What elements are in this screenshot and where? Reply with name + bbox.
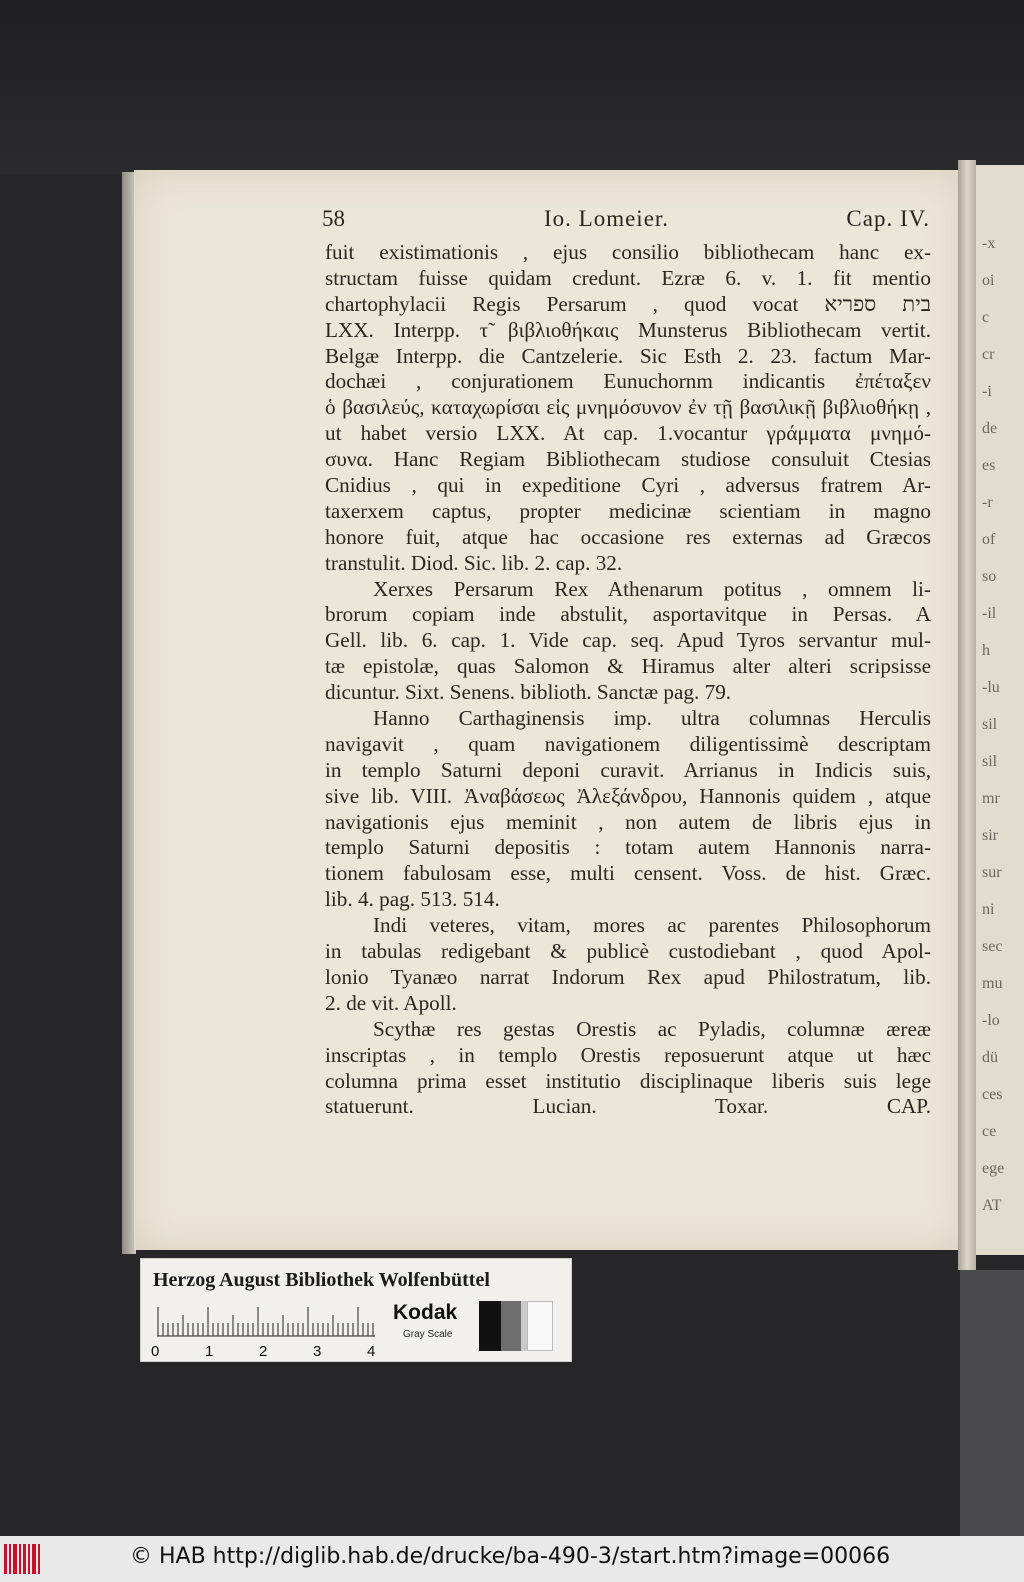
footer-bar	[0, 1536, 1024, 1582]
text-line: συνα. Hanc Regiam Bibliothecam studiose consuluit Ctesias	[325, 447, 931, 472]
text-line: templo Saturni depositis : totam autem Hannonis narra-	[325, 835, 931, 860]
text-line: Xerxes Persarum Rex Athenarum potitus , omnem li-	[373, 576, 931, 601]
facing-page-fragment: -il	[982, 605, 997, 622]
running-title: Io. Lomeier.	[544, 206, 670, 231]
text-line: tæ epistolæ, quas Salomon & Hiramus alter alteri scripsisse	[325, 654, 931, 679]
facing-page-fragment: -r	[982, 494, 993, 511]
text-line: brorum copiam inde abstulit, asportavitque in Persas. A	[325, 602, 931, 627]
text-line: ut habet versio LXX. At cap. 1.vocantur γράμματα μνημό-	[325, 421, 931, 446]
text-line: chartophylacii Regis Persarum , quod vocat בית ספריא	[325, 291, 931, 316]
text-line: navigationis ejus meminit , non autem de libris ejus in	[325, 809, 931, 834]
facing-page-fragment: sec	[982, 938, 1003, 955]
source-url[interactable]: © HAB http://diglib.hab.de/drucke/ba-490-3/start.htm?image=00066	[130, 1544, 891, 1569]
text-line: transtulit. Diod. Sic. lib. 2. cap. 32.	[325, 550, 623, 575]
facing-page-fragment: mr	[982, 790, 1000, 807]
scan-background	[0, 0, 1024, 175]
facing-page-fragment: AT	[982, 1197, 1002, 1214]
facing-page-fragment: es	[982, 457, 996, 474]
facing-page-fragment: -lo	[982, 1012, 1000, 1029]
facing-page-fragment: sir	[982, 827, 998, 844]
facing-page-fragment: ce	[982, 1123, 997, 1140]
scan-background-right	[960, 1270, 1024, 1570]
text-line: navigavit , quam navigationem diligentissimè descriptam	[325, 731, 931, 756]
facing-page-fragment: ni	[982, 901, 995, 918]
ruler-number: 3	[313, 1343, 322, 1360]
facing-page-edge	[976, 165, 1024, 1255]
ruler-numbers	[151, 1343, 391, 1361]
text-line: dicuntur. Sixt. Senens. biblioth. Sanctæ pag. 79.	[325, 680, 732, 705]
page-header	[322, 206, 930, 238]
text-line: columna prima esset institutio disciplinaque liberis suis lege	[325, 1068, 931, 1093]
text-line: Belgæ Interpp. die Cantzelerie. Sic Esth 2. 23. factum Mar-	[325, 343, 931, 368]
facing-page-fragment: sil	[982, 716, 998, 733]
library-color-card	[140, 1258, 572, 1362]
text-line: statuerunt. Lucian. Toxar. CAP.	[325, 1094, 931, 1119]
body-text	[325, 240, 931, 1120]
page-number: 58	[322, 206, 345, 231]
text-line: in tabulas redigebant & publicè custodiebant , quod Apol-	[325, 939, 931, 964]
gray-scale-patches	[479, 1301, 555, 1351]
kodak-logo: Kodak	[393, 1301, 458, 1324]
library-name: Herzog August Bibliothek Wolfenbüttel	[153, 1269, 490, 1291]
facing-page-fragment: dü	[982, 1049, 998, 1066]
text-line: Scythæ res gestas Orestis ac Pyladis, columnæ æreæ	[373, 1016, 931, 1041]
text-line: 2. de vit. Apoll.	[325, 990, 457, 1015]
text-line: lonio Tyanæo narrat Indorum Rex apud Philostratum, lib.	[325, 964, 931, 989]
text-line: Cnidius , qui in expeditione Cyri , adversus fratrem Ar-	[325, 473, 931, 498]
facing-page-fragment: cr	[982, 346, 995, 363]
facing-page-fragment: mu	[982, 975, 1003, 992]
ruler-number: 2	[259, 1343, 268, 1360]
book-spine	[958, 160, 976, 1270]
facing-page-fragment: -lu	[982, 679, 1000, 696]
text-line: Indi veteres, vitam, mores ac parentes Philosophorum	[373, 913, 931, 938]
facing-page-fragment: h	[982, 642, 990, 659]
chapter-heading: Cap. IV.	[846, 206, 930, 231]
facing-page-fragment: oi	[982, 272, 995, 289]
ruler-number: 4	[367, 1343, 376, 1360]
text-line: Hanno Carthaginensis imp. ultra columnas Herculis	[373, 706, 931, 731]
text-line: LXX. Interpp. τ̃ βιβλιοθήκαις Munsterus Bibliothecam vertit.	[325, 317, 931, 342]
facing-page-fragment: c	[982, 309, 990, 326]
text-line: lib. 4. pag. 513. 514.	[325, 887, 500, 912]
text-line: in templo Saturni deponi curavit. Arrianus in Indicis suis,	[325, 757, 931, 782]
text-line: inscriptas , in templo Orestis reposuerunt atque ut hæc	[325, 1042, 931, 1067]
facing-page-fragment: sur	[982, 864, 1002, 881]
text-line: structam fuisse quidam credunt. Ezræ 6. v. 1. fit mentio	[325, 265, 931, 290]
facing-page-fragment: sil	[982, 753, 998, 770]
hab-logo-icon	[4, 1542, 42, 1576]
facing-page-fragment: ces	[982, 1086, 1003, 1103]
text-line: tionem fabulosam esse, multi censent. Voss. de hist. Græc.	[325, 861, 931, 886]
facing-page-fragment: -i	[982, 383, 992, 400]
ruler-number: 0	[151, 1343, 160, 1360]
facing-page-fragment: de	[982, 420, 998, 437]
text-line: Gell. lib. 6. cap. 1. Vide cap. seq. Apud Tyros servantur mul-	[325, 628, 931, 653]
text-line: taxerxem captus, propter medicinæ scientiam in magno	[325, 498, 931, 523]
text-line: dochæi , conjurationem Eunuchornm indicantis ἐπέταξεν	[325, 369, 931, 394]
facing-page-fragment: -x	[982, 235, 996, 252]
text-line: sive lib. VIII. Ἀναβάσεως Ἀλεξάνδρου, Hannonis quidem , atque	[325, 783, 931, 808]
facing-page-fragment: ege	[982, 1160, 1005, 1177]
facing-page-fragment: of	[982, 531, 996, 548]
ruler-scale	[157, 1307, 375, 1337]
text-line: fuit existimationis , ejus consilio bibliothecam hanc ex-	[325, 240, 931, 264]
text-line: ὁ βασιλεύς, καταχωρίσαι εἰς μνημόσυνον ἐν τῇ βασιλικῇ βιβλιοθήκῃ ,	[325, 395, 931, 420]
ruler-number: 1	[205, 1343, 214, 1360]
gray-scale-label: Gray Scale	[403, 1329, 453, 1340]
text-line: honore fuit, atque hac occasione res externas ad Græcos	[325, 524, 931, 549]
facing-page-fragment: so	[982, 568, 997, 585]
